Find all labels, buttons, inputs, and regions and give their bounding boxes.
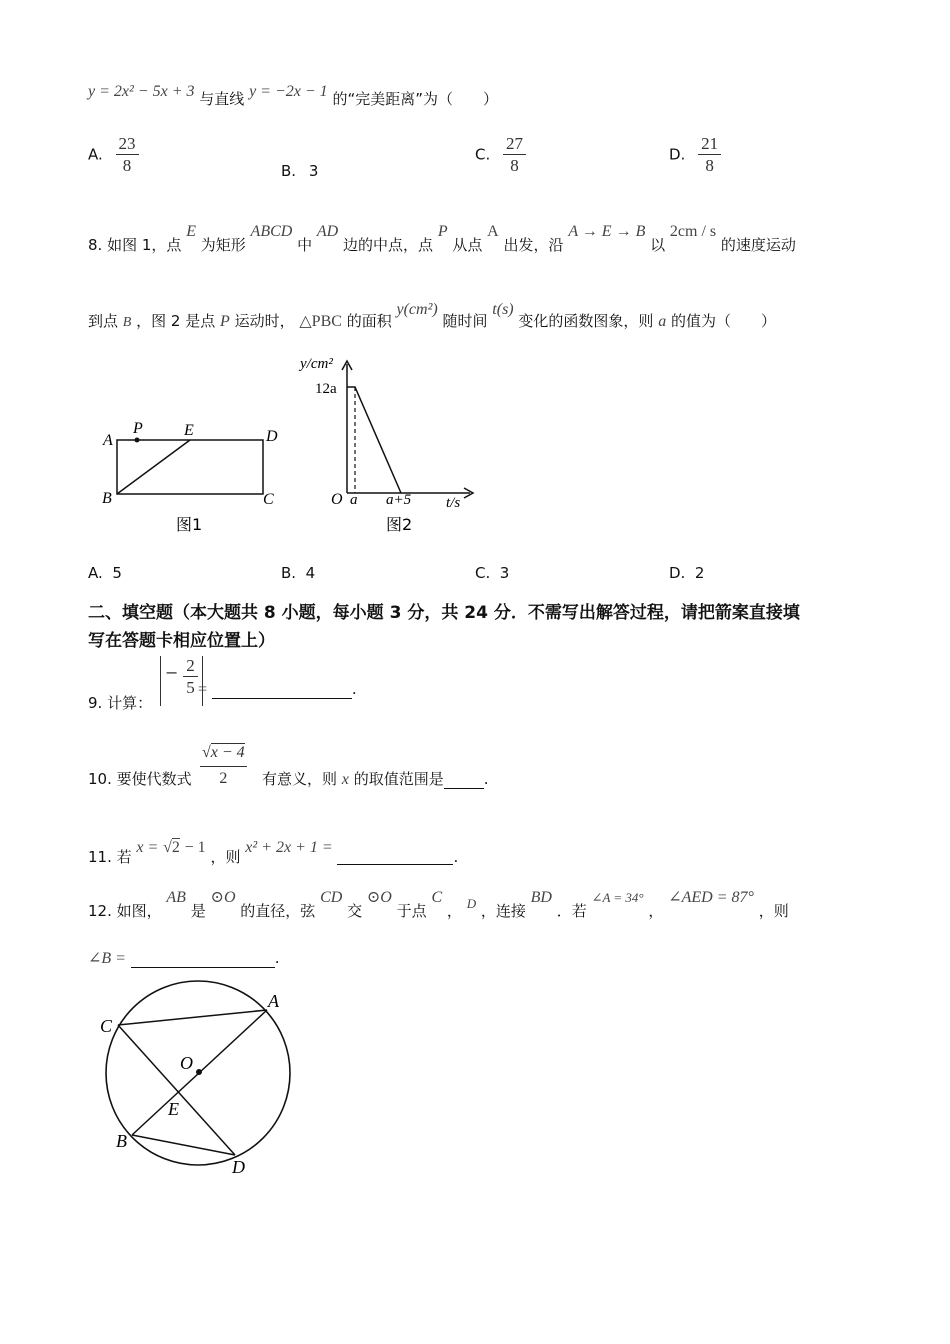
x-tick-a: a: [350, 492, 358, 508]
q11: [88, 830, 459, 866]
q11-prefix: 11. 若: [88, 848, 132, 866]
numerator: 21: [698, 134, 721, 155]
label-A: A: [103, 432, 113, 449]
option-text: 5: [112, 564, 122, 582]
figure-1-rectangle: [117, 440, 263, 494]
math: A: [487, 223, 499, 240]
label-C: C: [263, 491, 274, 508]
q8-option-a[interactable]: [88, 564, 122, 582]
math: C: [431, 889, 443, 906]
numerator: 2: [183, 656, 198, 677]
q7-mid: 与直线: [199, 90, 245, 108]
q7-expr1: y = 2x² − 5x + 3: [88, 83, 195, 100]
text: 的直径，弦: [240, 902, 316, 920]
math: − 1: [184, 839, 206, 856]
math: t(s): [492, 301, 514, 318]
text: 中: [297, 236, 313, 254]
radicand: 2: [171, 839, 180, 856]
text: 交: [347, 902, 363, 920]
q7-option-b[interactable]: [281, 162, 318, 180]
text: ，图 2 是点: [136, 312, 216, 330]
label-D: D: [232, 1157, 245, 1177]
option-text: 3: [308, 162, 319, 180]
q10-prefix: 10. 要使代数式: [88, 770, 192, 788]
q8-option-c[interactable]: [475, 564, 509, 582]
text: ，连接: [480, 902, 526, 920]
sqrt-numerator: [200, 740, 247, 767]
math: ∠AED = 87°: [668, 889, 754, 906]
fraction: [183, 656, 198, 699]
q7-option-a[interactable]: [88, 134, 139, 177]
q9-abs-expr: [160, 656, 203, 706]
q9: [88, 656, 153, 712]
label-A: A: [268, 991, 279, 1011]
text: 从点: [452, 236, 483, 254]
variable: x: [341, 771, 349, 788]
text: ，: [648, 902, 664, 920]
y-axis-label: y/cm²: [300, 356, 333, 372]
text: 的取值范围是: [353, 770, 444, 788]
center-dot: [196, 1069, 202, 1075]
math: 2cm / s: [669, 223, 717, 240]
q12-circle-figure: [80, 975, 310, 1185]
label-O: O: [180, 1053, 193, 1073]
figure-2-graph: [342, 361, 473, 498]
sqrt-expr: √2: [163, 839, 180, 856]
period: .: [483, 770, 489, 788]
period: .: [274, 949, 280, 967]
math: A → E → B: [568, 223, 646, 240]
y-tick-label: 12a: [315, 381, 337, 397]
text: ，: [446, 902, 462, 920]
option-label: B.: [281, 162, 297, 180]
q7-expr2: y = −2x − 1: [249, 83, 328, 100]
label-E: E: [184, 422, 194, 439]
q10: [88, 768, 192, 789]
math: E: [186, 223, 196, 240]
text: 出发，沿: [503, 236, 564, 254]
figure-2-caption: 图2: [386, 515, 413, 534]
text: 边的中点，点: [343, 236, 434, 254]
math: x =: [136, 839, 159, 856]
x-axis-label: t/s: [446, 495, 461, 511]
numerator: 23: [116, 134, 139, 155]
q7-stem: [88, 80, 498, 108]
math: ∠B =: [88, 950, 126, 967]
numerator: 27: [503, 134, 526, 155]
math: ∠A = 34°: [591, 890, 644, 905]
text: 8. 如图 1，点: [88, 236, 182, 254]
option-label: B.: [281, 564, 297, 582]
math: CD: [320, 889, 343, 906]
math: ⊙O: [210, 889, 236, 906]
text: 运动时，: [234, 312, 295, 330]
q7-tail: 的“完美距离”为（ ）: [332, 90, 498, 108]
q8-option-d[interactable]: [669, 564, 704, 582]
text: 12. 如图，: [88, 902, 162, 920]
text: ．若: [556, 902, 587, 920]
math: ⊙O: [366, 889, 392, 906]
option-text: 3: [499, 564, 510, 582]
fraction: [503, 134, 526, 177]
option-label: C.: [475, 564, 491, 582]
math: △PBC: [299, 313, 342, 330]
text: 到点: [88, 312, 119, 330]
section-2-heading-line2: 写在答题卡相应位置上）: [88, 631, 275, 651]
label-E: E: [168, 1099, 179, 1119]
option-label: A.: [88, 564, 103, 582]
q9-answer: [198, 672, 357, 699]
text: ，则: [210, 848, 241, 866]
point-p-dot: [135, 438, 140, 443]
minus-sign: −: [165, 662, 179, 682]
math: y(cm²): [396, 301, 438, 318]
q8-line1: [88, 220, 796, 254]
label-C: C: [100, 1016, 113, 1036]
math: B: [122, 315, 132, 330]
denominator: 8: [510, 156, 519, 175]
fraction: [698, 134, 721, 177]
q12-line2: [88, 948, 280, 968]
math: BD: [530, 889, 552, 906]
answer-blank[interactable]: [131, 951, 275, 968]
q10-sqrt-fraction: [200, 740, 247, 791]
section-2-heading-line1: 二、填空题（本大题共 8 小题，每小题 3 分，共 24 分．不需写出解答过程，请把箭案直接填: [88, 603, 800, 623]
q8-line2: [88, 298, 776, 330]
sqrt-symbol: √: [202, 744, 211, 761]
q10-rest: [262, 768, 488, 789]
period: .: [453, 848, 459, 866]
math: AB: [166, 889, 186, 906]
text: 有意义，则: [262, 770, 338, 788]
math: D: [466, 896, 477, 911]
option-label: D.: [669, 564, 686, 582]
math: ABCD: [250, 223, 293, 240]
math: AD: [316, 223, 339, 240]
math: x² + 2x + 1 =: [245, 839, 333, 856]
text: ，则: [758, 902, 789, 920]
answer-blank[interactable]: [444, 770, 484, 789]
math: P: [437, 223, 448, 240]
math: P: [220, 313, 230, 330]
text: 变化的函数图象，则: [518, 312, 654, 330]
denominator: 2: [219, 770, 228, 787]
period: .: [351, 680, 357, 698]
text: 为矩形: [200, 236, 246, 254]
text: 随时间: [442, 312, 488, 330]
option-label: A.: [88, 145, 103, 164]
answer-blank[interactable]: [337, 838, 453, 865]
text: 的速度运动: [720, 236, 796, 254]
q9-prefix: 9. 计算：: [88, 694, 153, 712]
option-text: 4: [305, 564, 316, 582]
option-label: D.: [669, 145, 686, 164]
math: a: [658, 313, 667, 330]
option-label: C.: [475, 145, 491, 164]
label-B: B: [116, 1131, 127, 1151]
radicand: x − 4: [210, 744, 245, 761]
figure-1-caption: 图1: [176, 515, 203, 534]
label-P: P: [133, 420, 143, 437]
text: 于点: [396, 902, 427, 920]
q7-option-c[interactable]: [475, 134, 526, 177]
origin-label: O: [331, 491, 343, 508]
q8-figures: [0, 340, 520, 540]
q7-option-d[interactable]: [669, 134, 721, 177]
text: 以: [650, 236, 666, 254]
x-tick-a5: a+5: [386, 492, 412, 508]
text: 是: [190, 902, 206, 920]
denominator: 8: [705, 156, 714, 175]
text: 的值为（ ）: [670, 312, 776, 330]
q8-option-b[interactable]: [281, 564, 315, 582]
option-text: 2: [694, 564, 705, 582]
answer-blank[interactable]: [212, 672, 352, 699]
label-B: B: [102, 490, 112, 507]
chords: [118, 1010, 267, 1155]
text: 的面积: [346, 312, 392, 330]
denominator: 8: [122, 156, 132, 175]
fraction: [116, 134, 139, 177]
q12-line1: [88, 886, 789, 920]
denominator: 5: [186, 678, 195, 697]
equals-sign: =: [198, 681, 208, 698]
label-D: D: [266, 428, 278, 445]
